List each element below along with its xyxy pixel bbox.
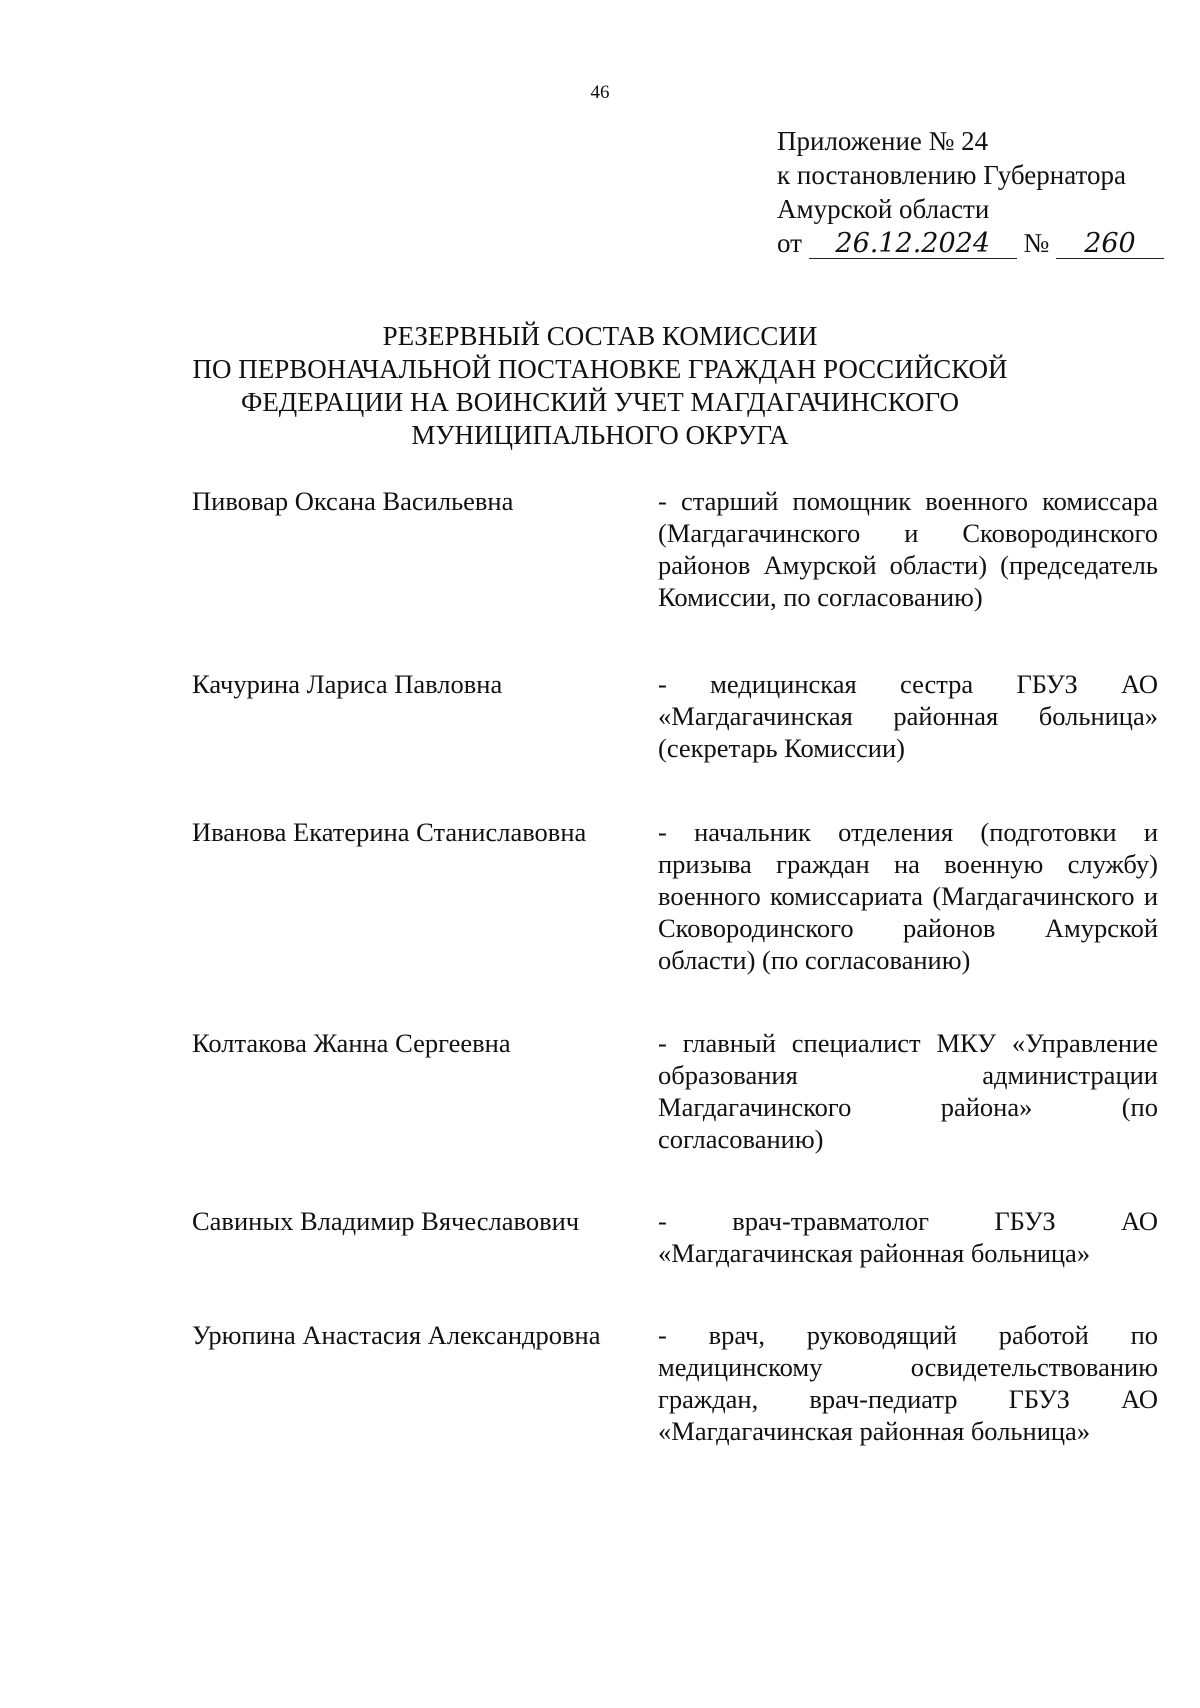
- member-role: - врач-травматолог ГБУЗ АО «Магдагачинская районная больница»: [658, 1206, 1158, 1268]
- region-name: Амурской области: [777, 194, 990, 224]
- number-prefix: №: [1023, 228, 1050, 258]
- member-name: Колтакова Жанна Сергеевна: [192, 1028, 511, 1058]
- member-row: [192, 668, 1162, 764]
- resolution-reference: к постановлению Губернатора: [777, 160, 1126, 190]
- appendix-number: Приложение № 24: [777, 126, 989, 156]
- member-list: [192, 485, 1162, 1447]
- member-role: - старший помощник военного комиссара (Магдагачинского и Сковородинского районов Амурской области) (председатель Комиссии, по согласованию): [658, 486, 1158, 612]
- document-title: [0, 320, 1200, 452]
- date-prefix: от: [777, 228, 802, 258]
- handwritten-date: 26.12.2024: [809, 230, 1017, 259]
- member-row: [192, 485, 1162, 613]
- member-role: - врач, руководящий работой по медицинскому освидетельствованию граждан, врач-педиатр ГБУЗ АО «Магдагачинская районная больница»: [658, 1320, 1158, 1446]
- approval-block: [777, 124, 1164, 260]
- handwritten-number: 260: [1056, 230, 1164, 259]
- title-line: ФЕДЕРАЦИИ НА ВОИНСКИЙ УЧЕТ МАГДАГАЧИНСКОГО: [240, 387, 959, 417]
- title-line: ПО ПЕРВОНАЧАЛЬНОЙ ПОСТАНОВКЕ ГРАЖДАН РОССИЙСКОЙ: [192, 354, 1008, 384]
- member-name: Урюпина Анастасия Александровна: [192, 1320, 601, 1350]
- member-role: - главный специалист МКУ «Управление образования администрации Магдагачинского района» (по согласованию): [658, 1028, 1158, 1154]
- member-name: Пивовар Оксана Васильевна: [192, 486, 514, 516]
- member-row: [192, 1205, 1162, 1269]
- member-name: Качурина Лариса Павловна: [192, 669, 503, 699]
- member-name: Савиных Владимир Вячеславович: [192, 1206, 580, 1236]
- date-number-line: [777, 226, 1164, 260]
- title-line: РЕЗЕРВНЫЙ СОСТАВ КОМИССИИ: [382, 321, 818, 351]
- title-line: МУНИЦИПАЛЬНОГО ОКРУГА: [411, 420, 789, 450]
- member-name: Иванова Екатерина Станиславовна: [192, 817, 587, 847]
- member-role: - медицинская сестра ГБУЗ АО «Магдагачинская районная больница» (секретарь Комиссии): [658, 669, 1158, 763]
- member-row: [192, 1319, 1162, 1447]
- page-number: 46: [590, 82, 610, 103]
- member-row: [192, 816, 1162, 976]
- member-role: - начальник отделения (подготовки и призыва граждан на военную службу) военного комиссариата (Магдагачинского и Сковородинского районов Амурской области) (по согласованию): [658, 817, 1158, 975]
- member-row: [192, 1027, 1162, 1155]
